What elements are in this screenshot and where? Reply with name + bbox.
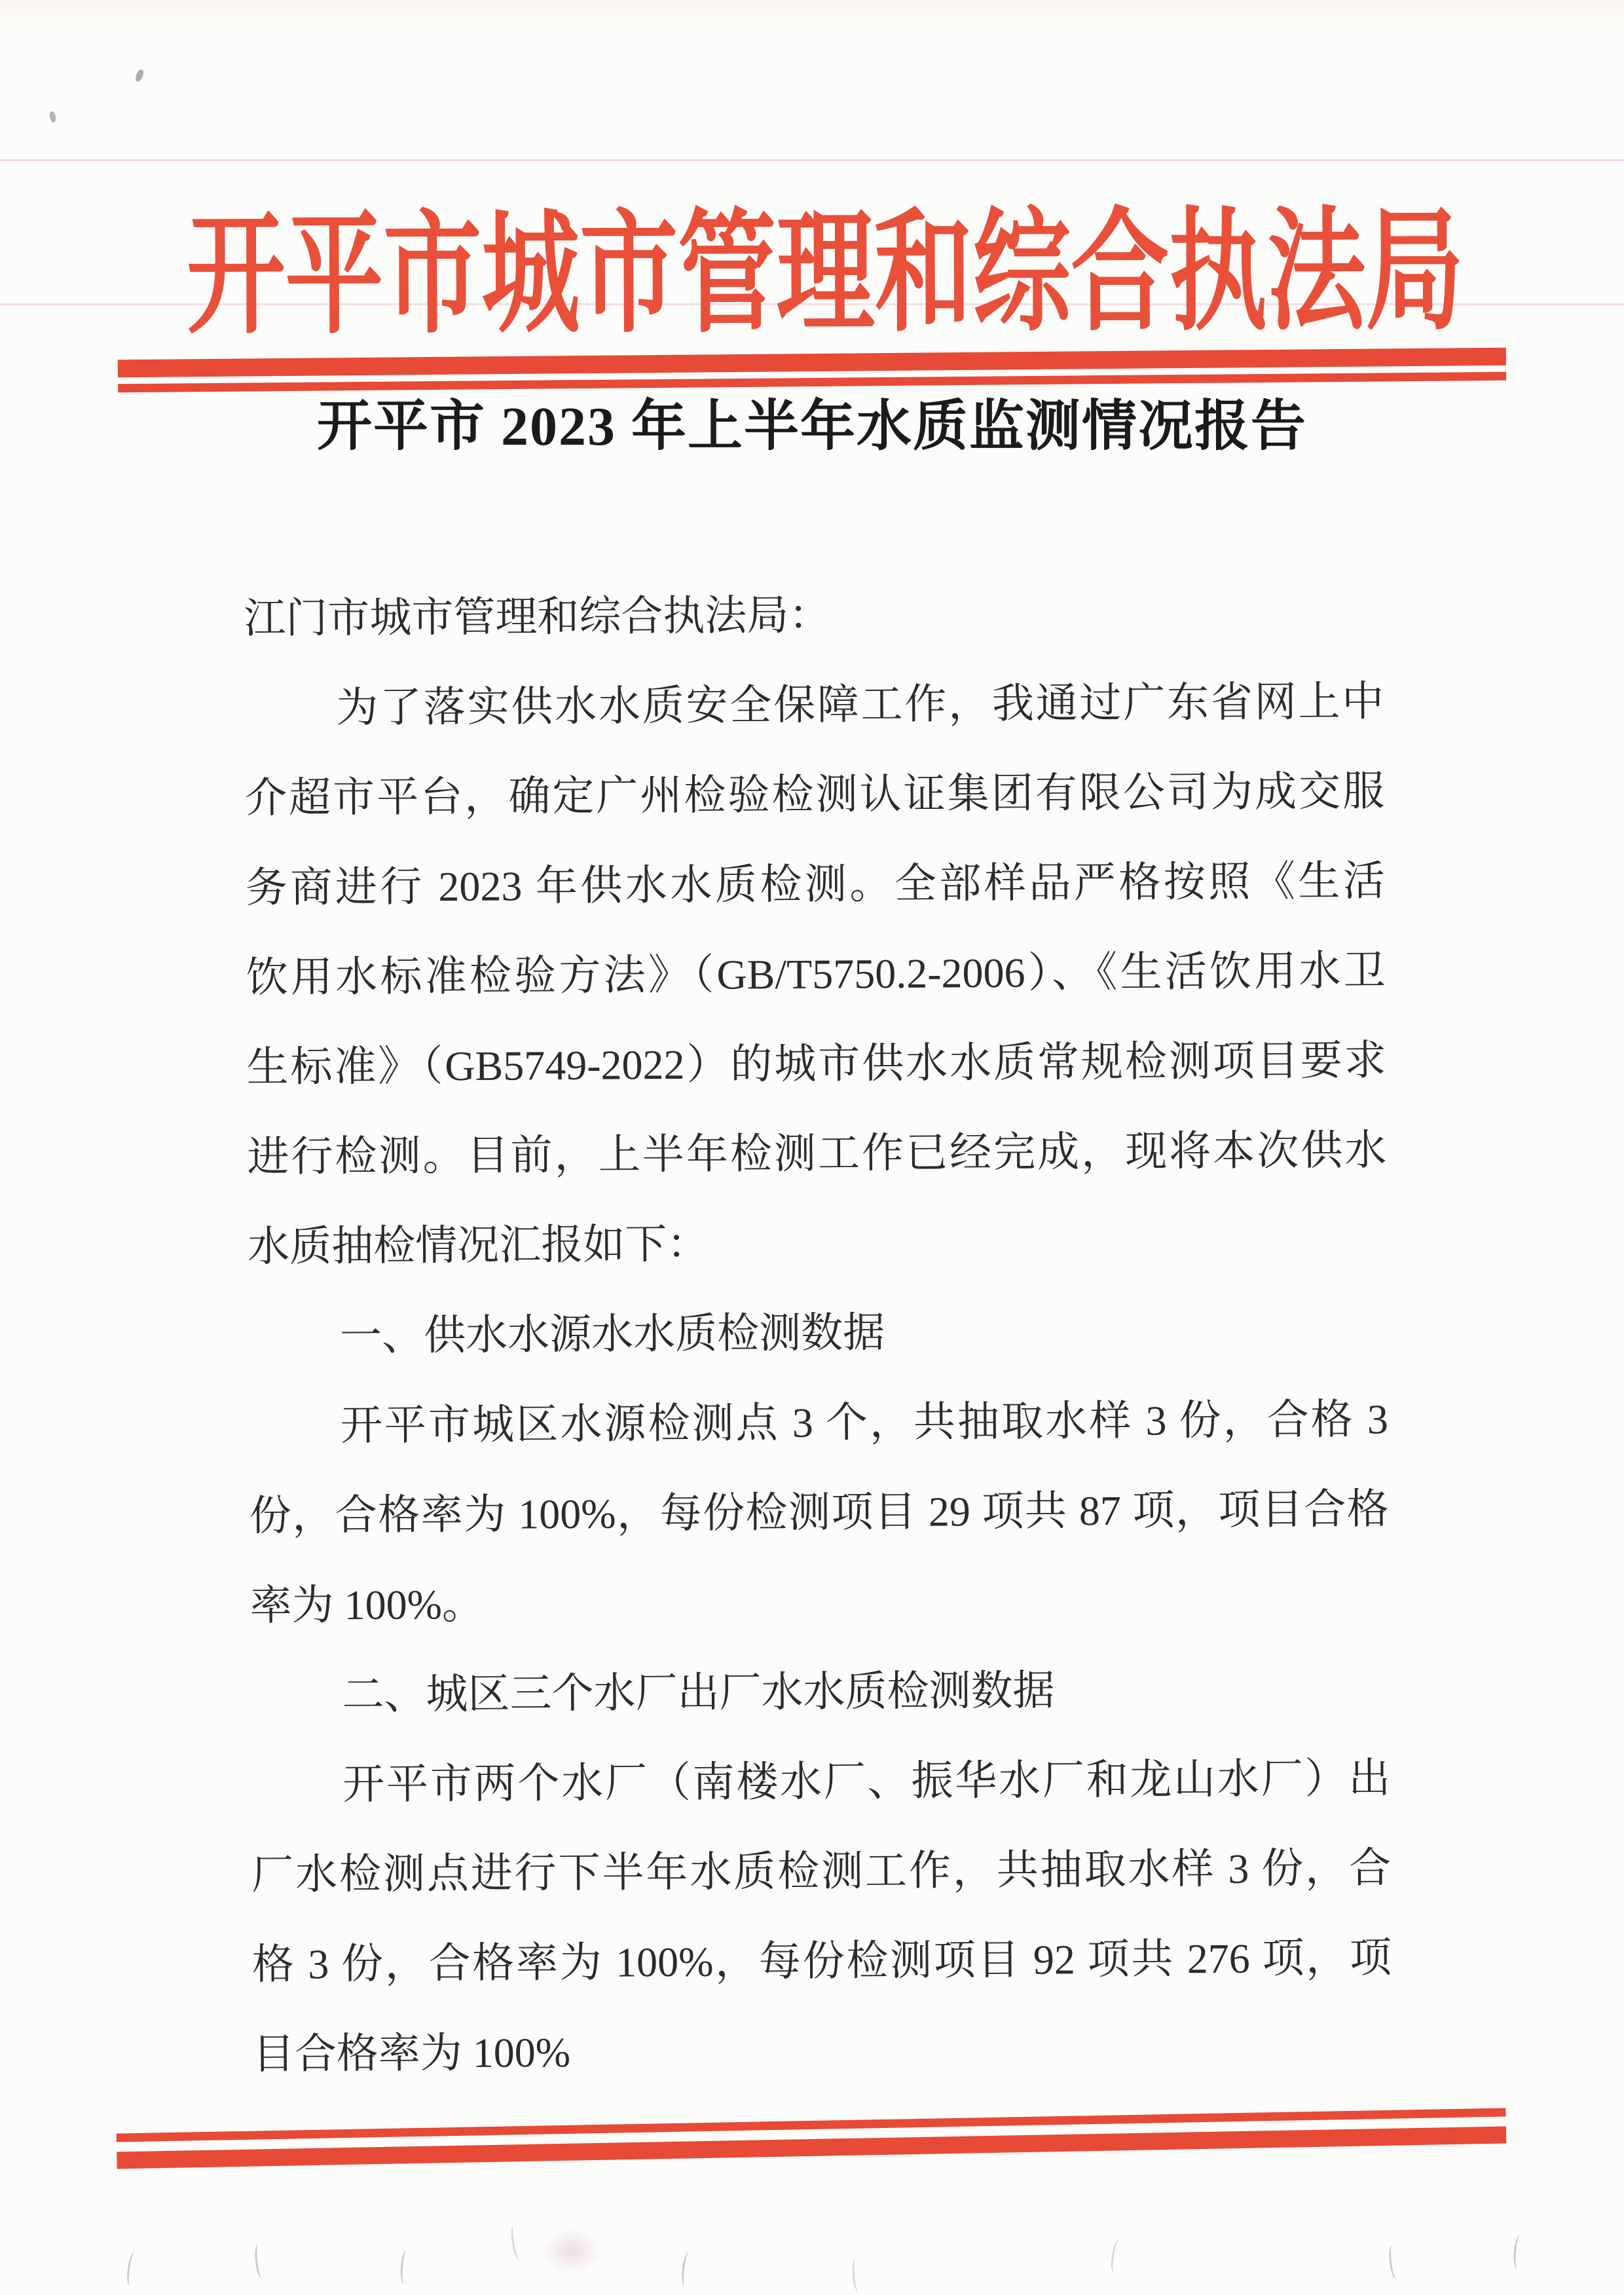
body-line: 务商进行 2023 年供水水质检测。全部样品严格按照《生活 (245, 857, 1386, 911)
letterhead-agency-name: 开平市城市管理和综合执法局 (186, 198, 1464, 350)
scan-mark (509, 2225, 525, 2260)
body-line: 介超市平台，确定广州检验检测认证集团有限公司为成交服 (244, 768, 1385, 821)
scan-mark (1388, 2245, 1401, 2279)
scan-smudge (542, 2228, 601, 2274)
scan-fold-line (0, 159, 1624, 161)
body-line: 格 3 份，合格率为 100%，每份检测项目 92 项共 276 项，项 (251, 1934, 1392, 1988)
section-heading-2: 二、城区三个水厂出厂水水质检测数据 (342, 1667, 1055, 1719)
header-rule-thick (118, 348, 1506, 377)
body-line: 生标准》（GB5749-2022）的城市供水水质常规检测项目要求 (246, 1037, 1386, 1091)
scan-speck (48, 111, 57, 123)
document-body (244, 567, 1392, 2099)
scan-mark (851, 2258, 863, 2292)
body-line: 开平市两个水厂（南楼水厂、振华水厂和龙山水厂）出 (342, 1755, 1391, 1808)
body-line: 为了落实供水水质安全保障工作，我通过广东省网上中 (336, 678, 1384, 732)
document-title: 开平市 2023 年上半年水质监测情况报告 (316, 396, 1307, 457)
scan-mark (680, 2251, 693, 2286)
header-double-rule (118, 348, 1506, 392)
footer-double-rule (117, 2108, 1507, 2169)
body-line: 目合格率为 100% (252, 2028, 571, 2078)
body-line: 饮用水标准检验方法》（GB/T5750.2-2006）、《生活饮用水卫 (246, 947, 1386, 1001)
salutation-line: 江门市城市管理和综合执法局： (244, 591, 831, 642)
scan-edge-tint (0, 0, 1624, 25)
scan-mark (399, 2250, 411, 2285)
body-line: 厂水检测点进行下半年水质检测工作，共抽取水样 3 份，合 (251, 1844, 1392, 1898)
scan-mark (1109, 2238, 1124, 2273)
section-heading-1: 一、供水水源水水质检测数据 (339, 1309, 885, 1360)
body-line: 进行检测。目前，上半年检测工作已经完成，现将本次供水 (247, 1127, 1387, 1180)
body-line: 率为 100%。 (249, 1580, 485, 1629)
scan-mark (125, 2251, 139, 2286)
scan-mark (253, 2243, 266, 2278)
body-line: 开平市城区水源检测点 3 个，共抽取水样 3 份，合格 3 (340, 1396, 1389, 1449)
scan-mark (1513, 2234, 1524, 2269)
body-line: 份，合格率为 100%，每份检测项目 29 项共 87 项，项目合格 (249, 1485, 1389, 1539)
scan-speck (134, 69, 144, 83)
body-line: 水质抽检情况汇报如下： (248, 1220, 709, 1270)
